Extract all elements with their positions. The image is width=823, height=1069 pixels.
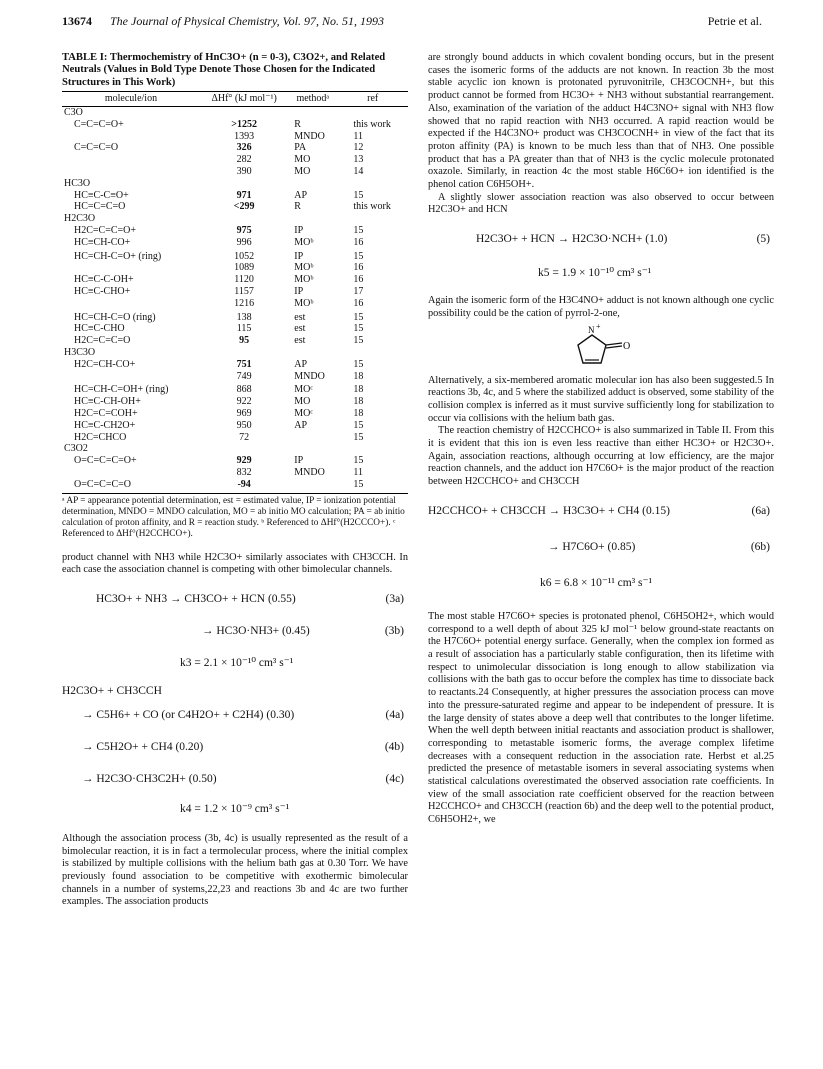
group-label: HC3O (64, 177, 91, 189)
method-cell: est (294, 323, 306, 335)
species-cell: HC≡C-CHO+ (74, 285, 131, 297)
equation-6a (428, 501, 774, 525)
equation-text: k4 = 1.2 × 10⁻⁹ cm³ s⁻¹ (180, 802, 290, 815)
table-row (62, 142, 408, 154)
equation-3a (62, 589, 408, 613)
equation-text: k3 = 2.1 × 10⁻¹⁰ cm³ s⁻¹ (180, 656, 294, 669)
species-cell (62, 262, 200, 274)
table-row (62, 382, 408, 396)
ref-cell: 15 (353, 189, 364, 201)
ref-cell: this work (353, 201, 391, 213)
left-column (62, 52, 408, 909)
group-label: H2C3O (64, 213, 96, 225)
species-cell: O=C=C=C=O+ (74, 455, 137, 467)
ref-cell: 15 (353, 455, 364, 467)
journal-citation: The Journal of Physical Chemistry, Vol. 97, No. 51, 1993 (110, 14, 384, 28)
enthalpy-cell: 969 (236, 407, 252, 419)
ref-cell: 15 (353, 224, 364, 236)
enthalpy-cell: 950 (236, 419, 252, 431)
species-cell (62, 467, 200, 479)
method-cell: MNDO (294, 130, 325, 142)
table-row (62, 154, 408, 166)
ref-cell: 15 (353, 250, 364, 262)
ref-cell: 15 (353, 419, 364, 431)
paragraph: A slightly slower association reaction was also observed to occur between H2C3O+ and HCN (428, 191, 774, 216)
enthalpy-cell: 1157 (234, 285, 254, 297)
enthalpy-cell: 929 (236, 455, 252, 467)
equation-text: → H7C6O+ (0.85) (548, 540, 636, 553)
ref-cell: 15 (353, 311, 364, 323)
species-cell: HC≡CH-CO+ (74, 236, 131, 248)
equation-number: (4c) (385, 772, 404, 785)
method-cell: MO (294, 166, 311, 177)
equation-text: → HC3O·NH3+ (0.45) (202, 624, 310, 637)
species-cell: HC=CH-C=OH+ (ring) (74, 384, 169, 396)
species-cell: HC≡C-CHO (74, 323, 125, 335)
enthalpy-cell: 326 (236, 142, 252, 154)
species-cell: H2C=CH-CO+ (74, 358, 136, 370)
table-row (62, 455, 408, 467)
species-cell (62, 371, 200, 383)
ref-cell: 12 (353, 142, 364, 154)
method-cell: R (294, 118, 301, 130)
equation-number: (4a) (385, 708, 404, 721)
equation-number: (4b) (384, 740, 404, 753)
running-header (62, 14, 762, 30)
enthalpy-cell: 922 (236, 396, 252, 408)
enthalpy-cell: 1052 (234, 250, 255, 262)
group-label: C3O2 (64, 443, 88, 455)
table-row (62, 467, 408, 479)
enthalpy-cell: 1089 (234, 262, 255, 274)
ref-cell: 15 (353, 478, 364, 490)
ref-cell: 13 (353, 154, 364, 166)
table-group-row (62, 107, 408, 119)
species-cell: HC≡C-CH2O+ (74, 419, 136, 431)
equation-5 (428, 229, 774, 253)
table-row (62, 237, 408, 249)
method-cell: IP (294, 285, 304, 297)
species-cell: O=C=C=C=O (74, 478, 132, 490)
enthalpy-cell: 996 (236, 236, 252, 248)
equation-number: (3b) (384, 624, 404, 637)
equation-6b (428, 537, 774, 561)
equation-text: → C5H6+ + CO (or C4H2O+ + C2H4) (0.30) (82, 708, 295, 721)
ref-cell: 17 (353, 285, 364, 297)
table-row (62, 249, 408, 263)
species-cell (62, 298, 200, 310)
method-cell (288, 479, 337, 491)
enthalpy-cell: -94 (237, 478, 251, 490)
method-cell (288, 432, 337, 444)
enthalpy-cell: 72 (239, 431, 250, 443)
enthalpy-cell: 751 (236, 358, 252, 370)
col-header-molecule: molecule/ion (62, 92, 200, 107)
enthalpy-cell: 749 (236, 370, 252, 382)
equation-number: (3a) (385, 592, 404, 605)
table-group-row (62, 347, 408, 359)
table-row (62, 432, 408, 444)
pyrrolone-ring-icon (544, 323, 664, 377)
equation-text: HC3O+ + NH3 → CH3CO+ + HCN (0.55) (96, 592, 296, 605)
equation-4a (62, 705, 408, 729)
species-cell: C=C=C=O (74, 142, 119, 154)
ref-cell: 15 (353, 358, 364, 370)
method-cell: MO (294, 154, 311, 166)
method-cell: est (294, 311, 306, 323)
method-cell: MNDO (294, 466, 325, 478)
method-cell: AP (294, 189, 308, 201)
page-number: 13674 (62, 14, 92, 28)
table-row (62, 396, 408, 408)
species-cell: H2C=CHCO (74, 431, 127, 443)
table-row (62, 371, 408, 383)
equation-4b (62, 737, 408, 761)
method-cell: MOᶜ (294, 384, 313, 396)
equation-4-head (62, 681, 408, 705)
table-row (62, 323, 408, 335)
ref-cell: 14 (353, 166, 364, 177)
rate-constant-k4 (62, 799, 408, 823)
method-cell: AP (294, 419, 308, 431)
svg-text:N: N (588, 324, 595, 335)
table-row (62, 310, 408, 324)
method-cell: MOᵇ (294, 236, 314, 248)
paragraph: Although the association process (3b, 4c) is usually represented as the result of a bimolecular reaction, it is in fact a termolecular process, where the initial complex is stabilized by multiple collisions with the helium bath gas at 0.30 Torr. We have previously found association to be competitive with exothermic bimolecular channels in a number of systems,22,23 and reactions 3b and 4c are two further examples. The association products (62, 832, 408, 908)
species-cell: HC=C=C=O (74, 201, 126, 213)
species-cell: HC≡C-C≡O+ (74, 189, 129, 201)
paragraph: product channel with NH3 while H2C3O+ similarly associates with CH3CCH. In each case the association channel is competing with other bimolecular channels. (62, 551, 408, 576)
ref-cell: 18 (353, 370, 364, 382)
table-row (62, 420, 408, 432)
table-header-row (62, 92, 408, 107)
table-row (62, 190, 408, 202)
ref-cell: 15 (353, 335, 364, 347)
ref-cell: 11 (353, 466, 363, 478)
ref-cell: 16 (353, 274, 364, 286)
method-cell: MOᶜ (294, 407, 313, 419)
group-label: C3O (64, 107, 83, 119)
table-row (62, 286, 408, 298)
enthalpy-cell: 282 (236, 154, 252, 166)
method-cell: MOᵇ (294, 274, 314, 286)
species-cell: H2C=C=COH+ (74, 407, 138, 419)
method-cell: IP (294, 250, 304, 262)
enthalpy-cell: 971 (236, 189, 252, 201)
paragraph: The reaction chemistry of H2CCHCO+ is also summarized in Table II. From this it is evident that this ion is even less reactive than either HC3O+ or H2C3O+. Again, association reactions, although occurring at low efficiency, are the major reaction channels, and the adduct ion H7C6O+ is the major product of the reaction between H2CCHCO+ and CH3CCH (428, 425, 774, 488)
enthalpy-cell: 390 (236, 166, 252, 177)
equation-text: → H2C3O·CH3C2H+ (0.50) (82, 772, 217, 785)
paragraph: are strongly bound adducts in which covalent bonding occurs, but in the present cases the isomeric forms of the adducts are not known. In reaction 3b the most stable acyclic ion known is protonated pyruvonitrile, CH3COCNH+, but this product cannot be formed from HC3O+ + NH3 without substantial rearrangement. Also, examination of the variation of the adduct H4C3NO+ signal with NH3 flow showed that no rapid reaction with NH3 occurred. A rapid reaction would be expected if the H4C3NO+ product was CH3COCNH+ in view of the fact that its proton affinity (PA) is known to be much less than that of NH3. One possible product that has a PA greater than that of NH3 is the cyclic molecule protonated oxazole. Similarly, in reaction 4c the most stable H6C6O+ ion identified is the phenol cation C6H5OH+. (428, 52, 774, 191)
species-cell: HC=CH-C=O+ (ring) (74, 250, 162, 262)
species-cell: HC≡C-C-OH+ (74, 274, 134, 286)
table-row (62, 359, 408, 371)
table-row (62, 225, 408, 237)
rate-constant-k6 (428, 573, 774, 597)
rate-constant-k3 (62, 653, 408, 677)
paragraph: Alternatively, a six-membered aromatic molecular ion has also been suggested.5 In reactions 3b, 4c, and 5 where the stabilized adduct is observed, some stability of the collision complex is inferred as it must survive sufficiently long for stabilization to occur via collisions with the helium bath gas. (428, 374, 774, 424)
enthalpy-cell: 868 (236, 384, 252, 396)
equation-number: (5) (756, 233, 770, 246)
col-header-ref: ref (337, 92, 408, 107)
method-cell: MNDO (294, 370, 325, 382)
species-cell (62, 166, 200, 178)
svg-text:+: + (596, 322, 601, 331)
pyrrolone-cation-structure (428, 321, 774, 375)
running-authors: Petrie et al. (707, 14, 762, 28)
table-caption: TABLE I: Thermochemistry of HnC3O+ (n = 0-3), C3O2+, and Related Neutrals (Values in Bold Type Denote Those Chosen for the Indicated Structures in This Work) (62, 52, 386, 88)
method-cell: IP (294, 224, 304, 236)
table-group-row (62, 443, 408, 455)
thermochemistry-table (62, 91, 408, 490)
ref-cell: 11 (353, 130, 363, 142)
ref-cell: 18 (353, 384, 364, 396)
ref-cell: 16 (353, 262, 364, 274)
ref-cell: 15 (353, 323, 364, 335)
species-cell: H2C=C=C=O+ (74, 224, 137, 236)
enthalpy-cell: 115 (236, 323, 252, 335)
equation-number: (6a) (751, 504, 770, 517)
species-cell: HC≡C-CH-OH+ (74, 396, 141, 408)
enthalpy-cell: 1120 (234, 274, 254, 286)
species-cell: C=C=C=O+ (74, 118, 124, 130)
table-row (62, 274, 408, 286)
right-column (428, 52, 774, 827)
species-cell: HC=CH-C=O (ring) (74, 311, 156, 323)
table-row (62, 408, 408, 420)
col-header-enthalpy: ΔHf° (kJ mol⁻¹) (200, 92, 288, 107)
table-footnote: ᵃ AP = appearance potential determination, est = estimated value, IP = ionization potential determination, MNDO = MNDO calculation, MO = ab initio MO calculation; PA = ab initio calculation of proton affinity, and R = reaction study. ᵇ Referenced to ΔHf°(H2CCCO+). ᶜ Referenced to ΔHf°(H2CCHCO+). (62, 493, 408, 540)
method-cell: R (294, 201, 301, 213)
equation-4c (62, 769, 408, 793)
method-cell: IP (294, 455, 304, 467)
species-cell (62, 154, 200, 166)
species-cell: H2C=C=C=O (74, 335, 131, 347)
method-cell: MO (294, 396, 311, 408)
equation-text: k5 = 1.9 × 10⁻¹⁰ cm³ s⁻¹ (538, 267, 652, 280)
species-cell (62, 131, 200, 143)
equation-number: (6b) (750, 540, 770, 553)
method-cell: MOᵇ (294, 262, 314, 274)
enthalpy-cell: 1393 (234, 130, 255, 142)
enthalpy-cell: <299 (233, 201, 255, 213)
ref-cell: this work (353, 118, 391, 130)
table-group-row (62, 178, 408, 190)
enthalpy-cell: 1216 (234, 297, 255, 309)
group-label: H3C3O (64, 346, 96, 358)
table-group-row (62, 213, 408, 225)
equation-text: H2CCHCO+ + CH3CCH → H3C3O+ + CH4 (0.15) (428, 504, 670, 517)
enthalpy-cell: >1252 (231, 118, 257, 130)
equation-3b (62, 621, 408, 645)
table-row (62, 262, 408, 274)
method-cell: AP (294, 358, 308, 370)
ref-cell: 16 (353, 236, 364, 248)
ref-cell: 16 (353, 297, 364, 309)
table-row (62, 166, 408, 178)
method-cell: PA (294, 142, 307, 154)
enthalpy-cell: 832 (236, 466, 252, 478)
table-row (62, 201, 408, 213)
method-cell: est (294, 335, 306, 347)
svg-text:O: O (623, 340, 631, 352)
method-cell: MOᵇ (294, 297, 314, 309)
equation-text: H2C3O+ + CH3CCH (62, 684, 162, 697)
paragraph: The most stable H7C6O+ species is protonated phenol, C6H5OH2+, which would correspond to a well depth of about 325 kJ mol⁻¹ below ground-state reactants on the H7C6O+ potential energy surface. Generally, when the complex ion formed as a result of association has a particularly stable configuration, then its lifetime with respect to unimolecular dissociation is long enough to allow stabilization via collisions with the bath gas to occur before the complex has time to dissociate back to reactants.24 Consequently, at higher pressures the association process can move into the pressure-saturated regime and appear to be independent of pressure. It is the large density of states above a deep well that contributes to the longer lifetime. When the well depth between initial reactants and association product is shallower, corresponding to metastable isomeric forms, the average complex lifetime decreases with a consequent reduction in the association rate. Herbst et al.25 predicted the presence of metastable isomers in several associating systems when statistical calculations overestimated the observed association rate coefficients. In view of the small association rate coefficient observed for the reaction between H2CCHCO+ and CH3CCH (reaction 6b) and the deep well to the potential product, C6H5OH2+, we (428, 610, 774, 826)
rate-constant-k5 (428, 263, 774, 287)
equation-text: k6 = 6.8 × 10⁻¹¹ cm³ s⁻¹ (540, 576, 653, 589)
ref-cell: 18 (353, 396, 364, 408)
table-row (62, 131, 408, 143)
table-row (62, 119, 408, 131)
ref-cell: 18 (353, 407, 364, 419)
paragraph: Again the isomeric form of the H3C4NO+ adduct is not known although one cyclic possibility could be the cation of pyrrol-2-one, (428, 295, 774, 319)
table-row (62, 479, 408, 491)
table-row (62, 335, 408, 347)
table-body (62, 107, 408, 491)
enthalpy-cell: 138 (236, 311, 252, 323)
table-row (62, 298, 408, 310)
enthalpy-cell: 95 (239, 335, 250, 347)
equation-text: H2C3O+ + HCN → H2C3O·NCH+ (1.0) (476, 233, 668, 246)
ref-cell: 15 (353, 431, 364, 443)
col-header-method: methodᵃ (288, 92, 337, 107)
enthalpy-cell: 975 (236, 224, 252, 236)
equation-text: → C5H2O+ + CH4 (0.20) (82, 740, 204, 753)
